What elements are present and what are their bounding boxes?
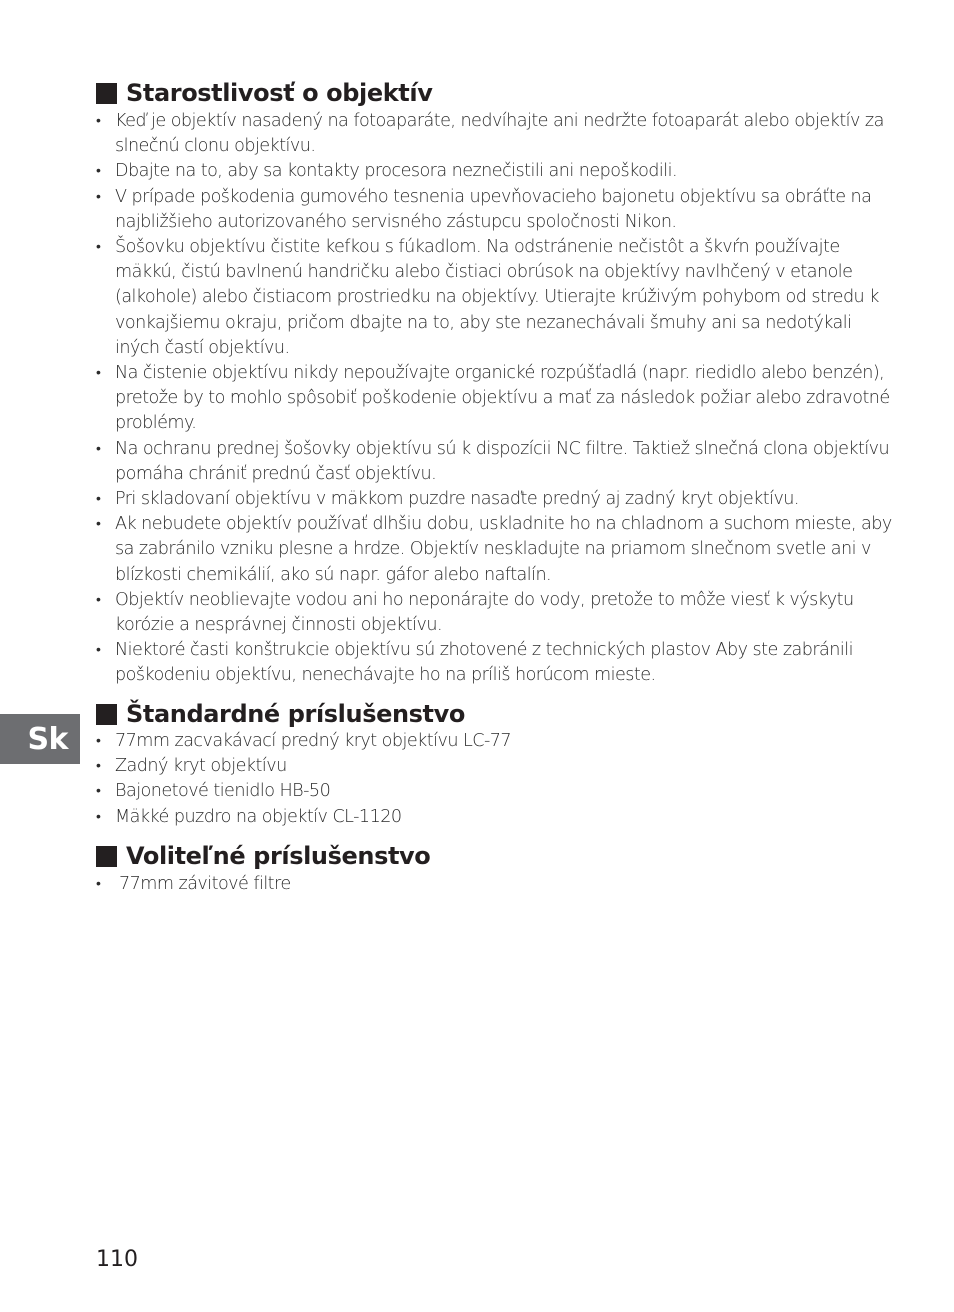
list-item — [96, 361, 896, 437]
list-item-text: 77mm zacvakávací predný kryt objektívu LC-77 — [115, 731, 512, 751]
list-item-text: Mäkké puzdro na objektív CL-1120 — [115, 806, 402, 827]
bullet-icon: • — [96, 783, 101, 800]
section-title: Voliteľné príslušenstvo — [126, 842, 431, 870]
bullet-icon: • — [96, 758, 101, 775]
heading-square-icon — [96, 83, 117, 104]
list-item-text: Bajonetové tienidlo HB-50 — [115, 781, 331, 802]
list-item — [96, 588, 896, 638]
list-item — [96, 754, 896, 779]
list-item-text: Na ochranu prednej šošovky objektívu sú k dispozícii NC filtre. Taktiež slnečná clona objektívu pomáha chrániť prednú časť objektívu. — [115, 438, 890, 484]
section-standard-accessories — [96, 699, 896, 830]
list-item — [96, 872, 896, 897]
section-heading — [96, 841, 896, 871]
section-title: Starostlivosť o objektív — [126, 79, 433, 107]
section-optional-accessories — [96, 841, 896, 897]
list-item-text: Zadný kryt objektívu — [115, 756, 287, 777]
list-item-text: Keď je objektív nasadený na fotoaparáte, nedvíhajte ani nedržte fotoaparát alebo objektív za slnečnú clonu objektívu. — [115, 111, 884, 157]
bullet-list — [96, 729, 896, 830]
bullet-icon: • — [96, 733, 101, 749]
bullet-icon: • — [96, 642, 101, 659]
bullet-icon: • — [96, 239, 101, 256]
list-item-text: Objektív neoblievajte vodou ani ho neponárajte do vody, pretože to môže viesť k výskytu korózie a nesprávnej činnosti objektívu. — [115, 589, 854, 636]
bullet-icon: • — [96, 491, 101, 508]
bullet-icon: • — [96, 188, 101, 205]
language-tab: Sk — [0, 714, 80, 764]
list-item-text: Dbajte na to, aby sa kontakty procesora neznečistili ani nepoškodili. — [115, 161, 677, 182]
list-item — [96, 185, 896, 235]
list-item-text: 77mm závitové filtre — [119, 874, 291, 894]
list-item-text: Pri skladovaní objektívu v mäkkom puzdre nasaďte predný aj zadný kryt objektívu. — [115, 489, 799, 510]
section-heading — [96, 699, 896, 729]
bullet-icon: • — [96, 440, 101, 457]
list-item-text: Na čistenie objektívu nikdy nepoužívajte organické rozpúšťadlá (napr. riedidlo alebo benzén), pretože by to mohlo spôsobiť poškodenie objektívu a mať za následok požiar alebo zdravotné problémy. — [115, 363, 890, 434]
list-item — [96, 638, 896, 688]
list-item — [96, 235, 896, 361]
bullet-icon: • — [96, 163, 101, 180]
section-heading — [96, 78, 896, 108]
bullet-list — [96, 109, 896, 689]
section-lens-care — [96, 78, 896, 689]
list-item-text: Šošovku objektívu čistite kefkou s fúkadlom. Na odstránenie nečistôt a škvŕn používajte mäkkú, čistú bavlnenú handričku alebo čistiaci obrúsok na objektívy navlhčený v etanole (alkohole) alebo čistiacom prostriedku na objektívy. Utierajte krúživým pohybom od stredu k vonkajšiemu okraju, pričom dbajte na to, aby ste nezanechávali šmuhy ani sa nedotýkali iných častí objektívu. — [115, 237, 879, 358]
list-item — [96, 487, 896, 512]
heading-square-icon — [96, 846, 117, 867]
list-item — [96, 805, 896, 830]
list-item — [96, 159, 896, 184]
heading-square-icon — [96, 704, 117, 725]
bullet-icon: • — [96, 365, 101, 382]
list-item — [96, 779, 896, 804]
list-item-text: V prípade poškodenia gumového tesnenia upevňovacieho bajonetu objektívu sa obráťte na najbližšieho autorizovaného servisného zástupcu spoločnosti Nikon. — [115, 186, 872, 232]
list-item — [96, 729, 896, 754]
bullet-icon: • — [96, 876, 101, 892]
bullet-list — [96, 872, 896, 897]
list-item — [96, 437, 896, 487]
list-item-text: Niektoré časti konštrukcie objektívu sú zhotovené z technických plastov Aby ste zabránili poškodeniu objektívu, nenechávajte ho na príliš horúcom mieste. — [115, 640, 853, 686]
page-number: 110 — [96, 1247, 138, 1272]
bullet-icon: • — [96, 808, 101, 825]
bullet-icon: • — [96, 113, 101, 129]
list-item-text: Ak nebudete objektív používať dlhšiu dobu, uskladnite ho na chladnom a suchom mieste, aby sa zabránilo vzniku plesne a hrdze. Objektív neskladujte na priamom slnečnom svetle ani v blízkosti chemikálií, ako sú napr. gáfor alebo naftalín. — [115, 514, 892, 585]
bullet-icon: • — [96, 591, 101, 608]
bullet-icon: • — [96, 516, 101, 533]
list-item — [96, 109, 896, 159]
section-title: Štandardné príslušenstvo — [126, 700, 465, 728]
list-item — [96, 512, 896, 588]
